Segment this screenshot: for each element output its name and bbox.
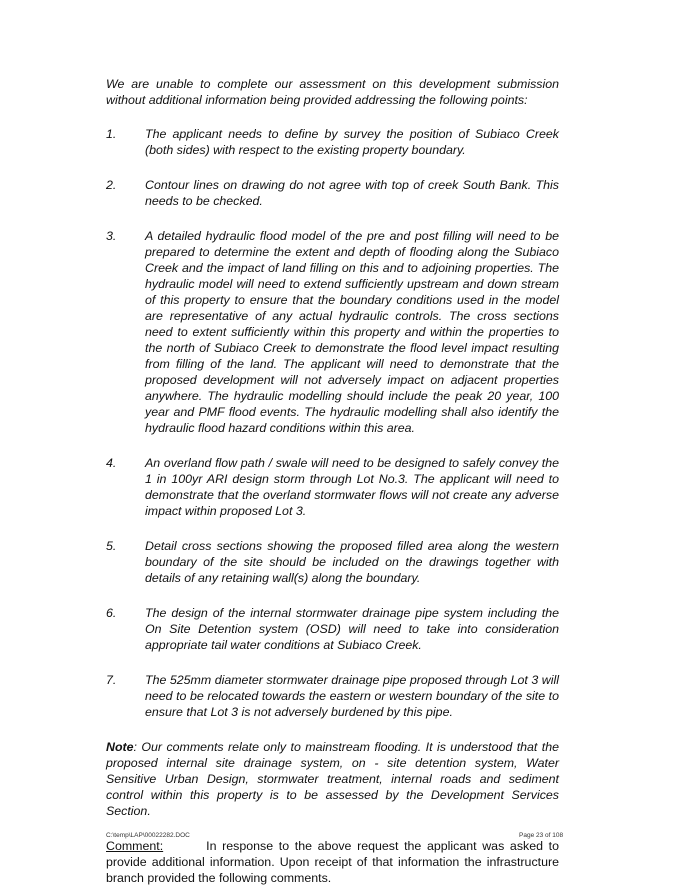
list-item-text: The design of the internal stormwater drainage pipe system including the On Site Detention system (OSD) will need to take into consideration appropriate tail water conditions at Subiaco Creek. <box>145 606 559 652</box>
list-item-number: 7. <box>106 673 117 687</box>
note-text: : Our comments relate only to mainstream flooding. It is understood that the proposed internal site drainage system, on - site detention system, Water Sensitive Urban Design, stormwater treatment, internal roads and sediment control within this property is to be assessed by the Development Services Section. <box>106 740 559 818</box>
list-item <box>106 455 559 519</box>
list-item-number: 5. <box>106 539 117 553</box>
numbered-list <box>106 126 559 720</box>
list-item <box>106 126 559 158</box>
list-item-number: 3. <box>106 229 117 243</box>
list-item <box>106 177 559 209</box>
comment-text: In response to the above request the applicant was asked to provide additional information. Upon receipt of that information the infrastructure branch provided the following comments. <box>106 839 559 885</box>
list-item <box>106 605 559 653</box>
list-item-text: Detail cross sections showing the proposed filled area along the western boundary of the site should be included on the drawings together with details of any retaining wall(s) along the boundary. <box>145 539 559 585</box>
list-item-text: Contour lines on drawing do not agree with top of creek South Bank. This needs to be checked. <box>145 178 559 208</box>
list-item-number: 2. <box>106 178 117 192</box>
note-label: Note <box>106 740 134 754</box>
footer-file-path: C:\temp\LAP\00022282.DOC <box>106 832 190 839</box>
list-item-text: An overland flow path / swale will need to be designed to safely convey the 1 in 100yr ARI design storm through Lot No.3. The applicant will need to demonstrate that the overland stormwater flows will not create any adverse impact within proposed Lot 3. <box>145 456 559 518</box>
footer-page-number: Page 23 of 108 <box>519 832 564 839</box>
comment-label: Comment: <box>106 839 164 853</box>
list-item-text: The applicant needs to define by survey the position of Subiaco Creek (both sides) with respect to the existing property boundary. <box>145 127 559 157</box>
intro-paragraph: We are unable to complete our assessment on this development submission without additional information being provided addressing the following points: <box>106 77 559 107</box>
list-item-number: 1. <box>106 127 117 141</box>
list-item-number: 6. <box>106 606 117 620</box>
list-item <box>106 672 559 720</box>
list-item-number: 4. <box>106 456 117 470</box>
list-item <box>106 228 559 436</box>
list-item-text: The 525mm diameter stormwater drainage pipe proposed through Lot 3 will need to be relocated towards the eastern or western boundary of the site to ensure that Lot 3 is not adversely burdened by this pipe. <box>145 673 559 719</box>
list-item <box>106 538 559 586</box>
page-content <box>106 76 559 886</box>
note-paragraph <box>106 739 559 819</box>
comment-paragraph <box>106 838 559 886</box>
list-item-text: A detailed hydraulic flood model of the pre and post filling will need to be prepared to determine the extent and depth of flooding along the Subiaco Creek and the impact of land filling on this and to adjoining properties. The hydraulic model will need to extend sufficiently upstream and down stream of this property to ensure that the boundary conditions used in the model are representative of any actual hydraulic controls. The cross sections need to extent sufficiently within this property and within the properties to the north of Subiaco Creek to demonstrate the flood level impact resulting from filling of the land. The applicant will need to demonstrate that the proposed development will not adversely impact on adjacent properties anywhere. The hydraulic modelling should include the peak 20 year, 100 year and PMF flood events. The hydraulic modelling shall also identify the hydraulic flood hazard conditions within this area. <box>145 229 559 435</box>
